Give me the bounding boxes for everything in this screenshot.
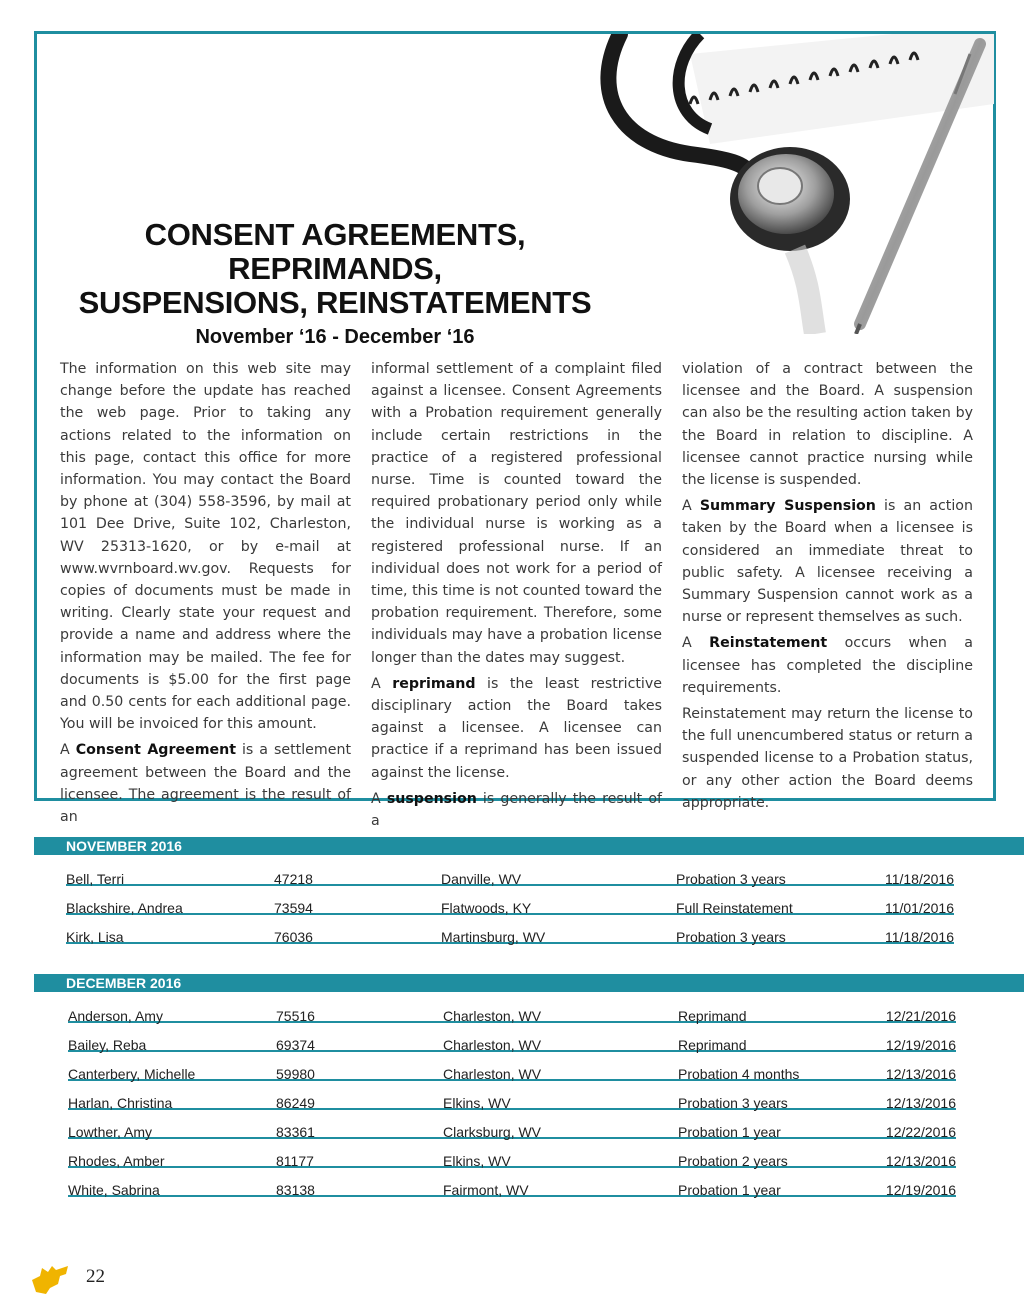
page-number: 22: [86, 1266, 105, 1287]
page-title: [40, 218, 630, 349]
table-row: [68, 994, 956, 1023]
date: 11/18/2016: [884, 929, 954, 945]
title-line-2: SUSPENSIONS, REINSTATEMENTS: [78, 285, 592, 320]
licensee-name: Bell, Terri: [66, 871, 125, 887]
table-row: [66, 915, 954, 944]
november-header: NOVEMBER 2016: [34, 837, 1024, 855]
paragraph: A suspension is generally the result of a: [371, 790, 662, 830]
action: Probation 3 years: [676, 929, 786, 945]
action: Reprimand: [678, 1037, 747, 1053]
table-row: [68, 1081, 956, 1110]
date: 12/19/2016: [885, 1182, 956, 1198]
date: 12/19/2016: [885, 1037, 956, 1053]
licensee-name: Blackshire, Andrea: [66, 900, 183, 916]
table-row: [68, 1110, 956, 1139]
action: Reprimand: [678, 1008, 747, 1024]
text-column-3: [682, 358, 973, 836]
date: 11/18/2016: [884, 871, 954, 887]
paragraph: A Summary Suspension is an action taken by the Board when a licensee is considered an immediate threat to public safety. A licensee receiving a Summary Suspension cannot work as a nurse or represent themselves as such.: [682, 498, 973, 626]
action: Probation 1 year: [678, 1182, 781, 1198]
licensee-name: Lowther, Amy: [68, 1124, 153, 1140]
date: 12/21/2016: [885, 1008, 956, 1024]
paragraph: A Consent Agreement is a settlement agreement between the Board and the licensee. The agreement is the result of an: [60, 742, 352, 826]
licensee-name: Harlan, Christina: [68, 1095, 173, 1111]
license-number: 81177: [276, 1153, 314, 1169]
licensee-name: Bailey, Reba: [68, 1037, 147, 1053]
location: Elkins, WV: [443, 1095, 511, 1111]
paragraph: violation of a contract between the licensee and the Board. A suspension can also be the resulting action taken by the Board in relation to discipline. A licensee cannot practice nursing while the license is suspended.: [682, 361, 973, 489]
location: Danville, WV: [441, 871, 522, 887]
december-table: [68, 994, 956, 1197]
location: Fairmont, WV: [443, 1182, 529, 1198]
table-row: [66, 886, 954, 915]
action: Full Reinstatement: [676, 900, 793, 916]
licensee-name: Rhodes, Amber: [68, 1153, 165, 1169]
date: 12/22/2016: [885, 1124, 956, 1140]
table-row: [68, 1168, 956, 1197]
location: Charleston, WV: [443, 1066, 542, 1082]
licensee-name: Kirk, Lisa: [66, 929, 124, 945]
action: Probation 1 year: [678, 1124, 781, 1140]
location: Charleston, WV: [443, 1037, 542, 1053]
license-number: 83138: [276, 1182, 315, 1198]
paragraph: Reinstatement may return the license to the full unencumbered status or return a suspended license to a Probation status, or any other action the Board deems appropriate.: [682, 706, 973, 811]
licensee-name: Canterbery, Michelle: [68, 1066, 196, 1082]
text-column-1: [60, 358, 351, 836]
license-number: 47218: [274, 871, 313, 887]
license-number: 76036: [274, 929, 313, 945]
license-number: 83361: [276, 1124, 315, 1140]
paragraph: A Reinstatement occurs when a licensee has completed the discipline requirements.: [682, 635, 973, 696]
november-table: [66, 857, 954, 944]
licensee-name: Anderson, Amy: [68, 1008, 163, 1024]
title-line-1: CONSENT AGREEMENTS, REPRIMANDS,: [144, 217, 526, 286]
license-number: 59980: [276, 1066, 315, 1082]
license-number: 69374: [276, 1037, 315, 1053]
term-summary-suspension: Summary Suspension: [699, 498, 876, 515]
table-row: [68, 1023, 956, 1052]
text-column-2: [371, 358, 662, 836]
location: Clarksburg, WV: [443, 1124, 542, 1140]
license-number: 73594: [274, 900, 313, 916]
date: 12/13/2016: [885, 1095, 956, 1111]
paragraph: The information on this web site may change before the update has reached the web page. Prior to taking any actions related to the information on this page, contact this office for more information. You may contact the Board by phone at (304) 558-3596, by mail at 101 Dee Drive, Suite 102, Charleston, WV 25313-1620, or by e-mail at www.wvrnboard.wv.gov. Requests for copies of documents must be made in writing. Clearly state your request and provide a name and address where the information may be mailed. The fee for documents is $5.00 for the first page and 0.50 cents for each additional page. You will be invoiced for this amount.: [60, 361, 351, 733]
term-reinstatement: Reinstatement: [709, 635, 828, 652]
paragraph: informal settlement of a complaint filed against a licensee. Consent Agreements with a Probation requirement generally include certain restrictions in the practice of a registered professional nurse. Time is counted toward the required probationary period only while the individual nurse is working as a registered professional nurse. If an individual does not work for a period of time, this time is not counted toward the probation requirement. Therefore, some individuals may have a probation license longer than the dates may suggest.: [371, 361, 662, 666]
action: Probation 4 months: [678, 1066, 800, 1082]
paragraph: A reprimand is the least restrictive disciplinary action the Board takes against a licensee. A licensee can practice if a reprimand has been issued against the license.: [371, 675, 662, 781]
december-header: DECEMBER 2016: [34, 974, 1024, 992]
table-row: [66, 857, 954, 886]
date: 12/13/2016: [885, 1066, 956, 1082]
location: Charleston, WV: [443, 1008, 542, 1024]
date: 11/01/2016: [884, 900, 954, 916]
action: Probation 2 years: [678, 1153, 788, 1169]
location: Flatwoods, KY: [441, 900, 532, 916]
intro-text: [60, 358, 974, 836]
term-consent-agreement: Consent Agreement: [75, 742, 236, 759]
date: 12/13/2016: [885, 1153, 956, 1169]
location: Elkins, WV: [443, 1153, 511, 1169]
table-row: [68, 1052, 956, 1081]
location: Martinsburg, WV: [441, 929, 546, 945]
license-number: 75516: [276, 1008, 315, 1024]
term-suspension: suspension: [386, 790, 477, 807]
action: Probation 3 years: [676, 871, 786, 887]
west-virginia-logo: [26, 1258, 74, 1298]
term-reprimand: reprimand: [392, 675, 476, 692]
action: Probation 3 years: [678, 1095, 788, 1111]
table-row: [68, 1139, 956, 1168]
license-number: 86249: [276, 1095, 315, 1111]
licensee-name: White, Sabrina: [68, 1182, 160, 1198]
date-range: November ‘16 - December ‘16: [195, 326, 475, 348]
